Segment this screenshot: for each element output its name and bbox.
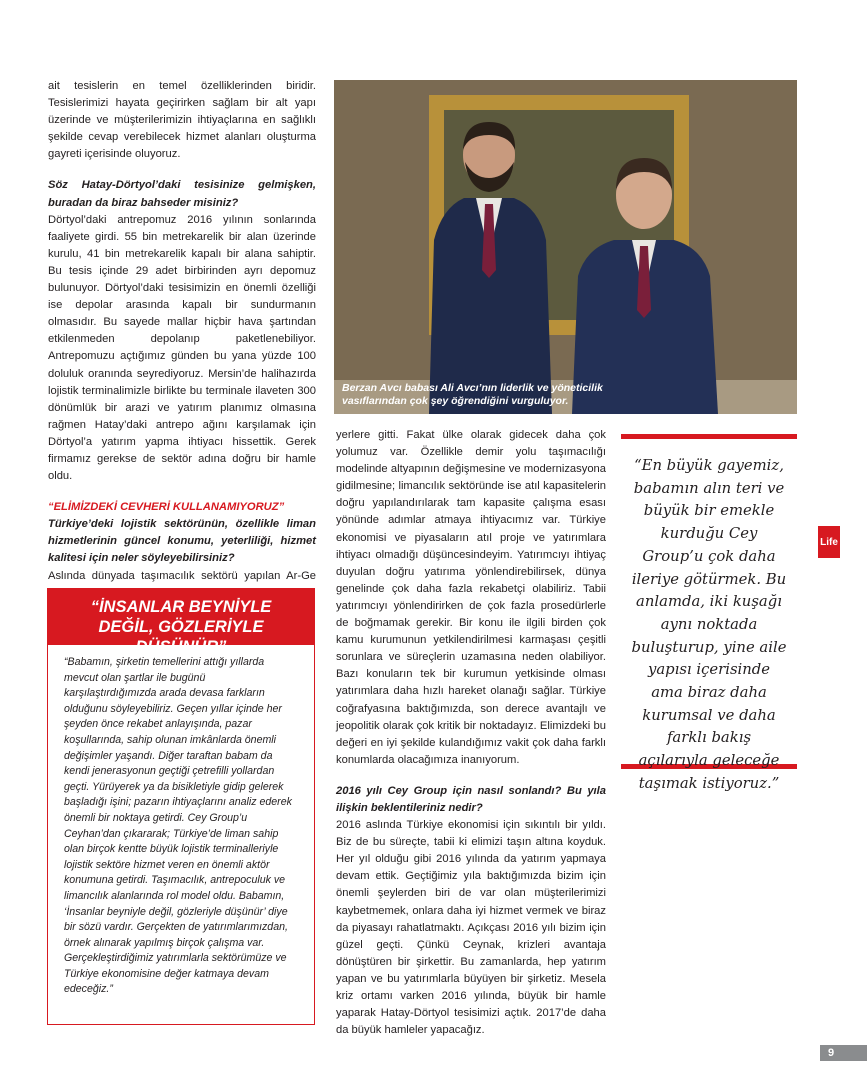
left-paragraph-1: ait tesislerin en temel özelliklerinden biridir. Tesislerimizi hayata geçirirken sağlam bir alt yapı üzerinde ve müşterilerimizin ihtiyaçlarına en sağlıklı şekilde cevap verebilecek hizmet alanları oluşturma gayreti içerisinde oluyoruz. bbox=[48, 80, 316, 161]
quote-box-body: “Babamın, şirketin temellerini attığı yıllarda mevcut olan şartlar ile bugünü karşılaştırdığımızda arada devasa farkların olduğunu söyleyebiliriz. Geçen yıllar içinde her şeyden önce rekabet anlayışında, pazar koşullarında, sahip olunan imkânlarda önemli değişimler yaşandı. Diğer taraftan babam da kendi jenerasyonun geçtiği çetrefilli yollardan geçti. Yürüyerek ya da bisikletiyle gidip gelerek başladığı işini; pazarın ihtiyaçlarını analiz ederek önemli bir noktaya getirdi. Cey Group’u Ceyhan’dan çıkararak; Türkiye’de liman sahip olan birçok kentte büyük lojistik terminalleriyle lojistik sektöre hizmet veren en önemli aktör konumuna getirdi. Taşımacılık, antrepoculuk ve limancılık alanlarında rol model oldu. Babamın, ‘İnsanlar beyniyle değil, gözleriyle düşünür’ diye bir sözü vardır. Gerçekten de yatırımlarımızdan, örnek alınarak yapılmış birçok çalışma var. Gerçekleştirdiğimiz yatırımlarla sektörümüze ve Türkiye ekonomisine değer katmaya devam edeceğiz.” bbox=[64, 656, 292, 996]
pull-quote-text: “En büyük gayemiz, babamın alın teri ve büyük bir emekle kurduğu Cey Group’u çok daha ileriye götürmek. Bu anlamda, iki kuşağı aynı noktada buluşturup, yine aile yapısı içerisinde ama biraz daha kurumsal ve daha farklı bakış açılarıyla geleceğe taşımak istiyoruz.” bbox=[631, 457, 787, 792]
photo bbox=[334, 80, 797, 414]
middle-column bbox=[336, 427, 606, 1039]
quote-box bbox=[47, 588, 315, 1025]
question-3: 2016 yılı Cey Group için nasıl sonlandı? Bu yıla ilişkin beklentileriniz nedir? bbox=[336, 784, 606, 814]
quote-box-title: “İNSANLAR BEYNİYLE DEĞİL, GÖZLERİYLE DÜŞÜNÜR” bbox=[48, 589, 314, 645]
left-paragraph-3: Aslında dünyada taşımacılık sektörü yapılan Ar-Ge bbox=[48, 569, 316, 582]
pull-quote bbox=[621, 434, 797, 792]
page-number: 9 bbox=[820, 1045, 867, 1061]
left-column bbox=[48, 78, 316, 602]
side-logo: Life bbox=[818, 526, 840, 558]
left-paragraph-2: Dörtyol’daki antrepomuz 2016 yılının sonlarında faaliyete girdi. 55 bin metrekarelik bir alan üzerinde kurulu, 41 bin metrekarelik kapalı bir alana sahiptir. Bu tesis içinde 29 adet birbirinden ayrı depomuz bulunuyor. Dörtyol’daki tesisimizin en önemli özelliği ise depolar arasında kapalı bir sundurmanın olmasıdır. Bu sayede mallar hiçbir hava şartından etkilenmeden depolanıp paketlenebiliyor. Antrepomuzu açtığımız günden bu yana yüzde 100 doluluk oranında seyrediyoruz. Mersin’de halihazırda lojistik terminalimizle birlikte bu terminale ilaveten 300 dönümlük bir arazi ve yatırım planımız olmasına rağmen Hatay’daki antrepo ağını karşılamak için Dörtyol’a yatırım yapma ihtiyacı hissettik. Gerek firmamız gerekse de sektör adına doğru bir hamle oldu. bbox=[48, 213, 316, 483]
question-1: Söz Hatay-Dörtyol’daki tesisinize gelmişken, buradan da biraz bahseder misiniz? bbox=[48, 179, 316, 209]
photo-illustration bbox=[334, 80, 797, 414]
middle-paragraph-2: 2016 aslında Türkiye ekonomisi için sıkıntılı bir yıldı. Biz de bu süreçte, tabii ki elimizi taşın altına koyduk. Her yıl olduğu gibi 2016 yılında da yatırım yapmaya devam ettik. Geçtiğimiz yıla baktığımızda bizim için önemli şeylerden biri de var olan müşterilerimizi kaybetmemek, onlara daha iyi hizmet vermek ve biraz da piyasayı rahatlatmaktı. Açıkçası 2016 yılı bizim için güzel geçti. Çünkü Ceynak, krizleri avantaja dönüştüren bir şirkettir. Bu zamanlarda, hep yatırım yapan ve bu yatırımlarla büyüyen bir şirketiz. Mesela kriz ortamı varken 2016 yılında, büyük bir hamle yaparak Hatay-Dörtyol tesisimizi açtık. 2017’de daha da büyük hamleler yapacağız. bbox=[336, 819, 606, 1037]
question-2: Türkiye’deki lojistik sektörünün, özellikle liman hizmetlerinin güncel konumu, yeterliliği, hizmet kalitesi için neler söyleyebilirsiniz? bbox=[48, 518, 316, 565]
section-title: “ELİMİZDEKİ CEVHERİ KULLANAMIYORUZ” bbox=[48, 501, 285, 514]
middle-paragraph-1: yerlere gitti. Fakat ülke olarak gidecek daha çok yolumuz var. Özellikle demir yolu taşımacılığı modelinde altyapının değişmesine ve modernizasyona gidilmesine; limancılık sektöründe ise atıl kapasitelerin doğru yapılandırılarak tam kapasite çalışma esası yönünde adımlar atmaya ihtiyacımız var. Türkiye ekonomisi ve piyasaların atıl proje ve yatırımlara ihtiyacı olmadığı düşüncesindeyim. Yatırımcıyı ihtiyaç duyulan doğru yatırıma yönlendirebilirsek, dünya genelinde çok daha fazla rekabetçi olabiliriz. Tabii yatırımcıyı yönlendirirken de çok fazla prosedürlerle de boğmamak gerekir. Bir konu ile ilgili birden çok kamu kurumunun yetkilendirilmesi karmaşası çeşitli sorunlara ve süreçlerin uzamasına neden olabiliyor. Bazı konuların tek bir kurumun yetkisinde olması yatırımlara daha hızlı hareket olanağı sağlar. Türkiye coğrafyasına baktığımızda, son derece avantajlı ve jeopolitik olarak çok kritik bir noktadayız. Elimizdeki bu değeri en iyi şekilde kulandığımız vakit çok daha farklı konumlarda olacağımıza inanıyorum. bbox=[336, 429, 606, 766]
photo-caption: Berzan Avcı babası Ali Avcı’nın liderlik ve yöneticilik vasıflarından çok şey öğrendiğini vurguluyor. bbox=[342, 382, 603, 407]
